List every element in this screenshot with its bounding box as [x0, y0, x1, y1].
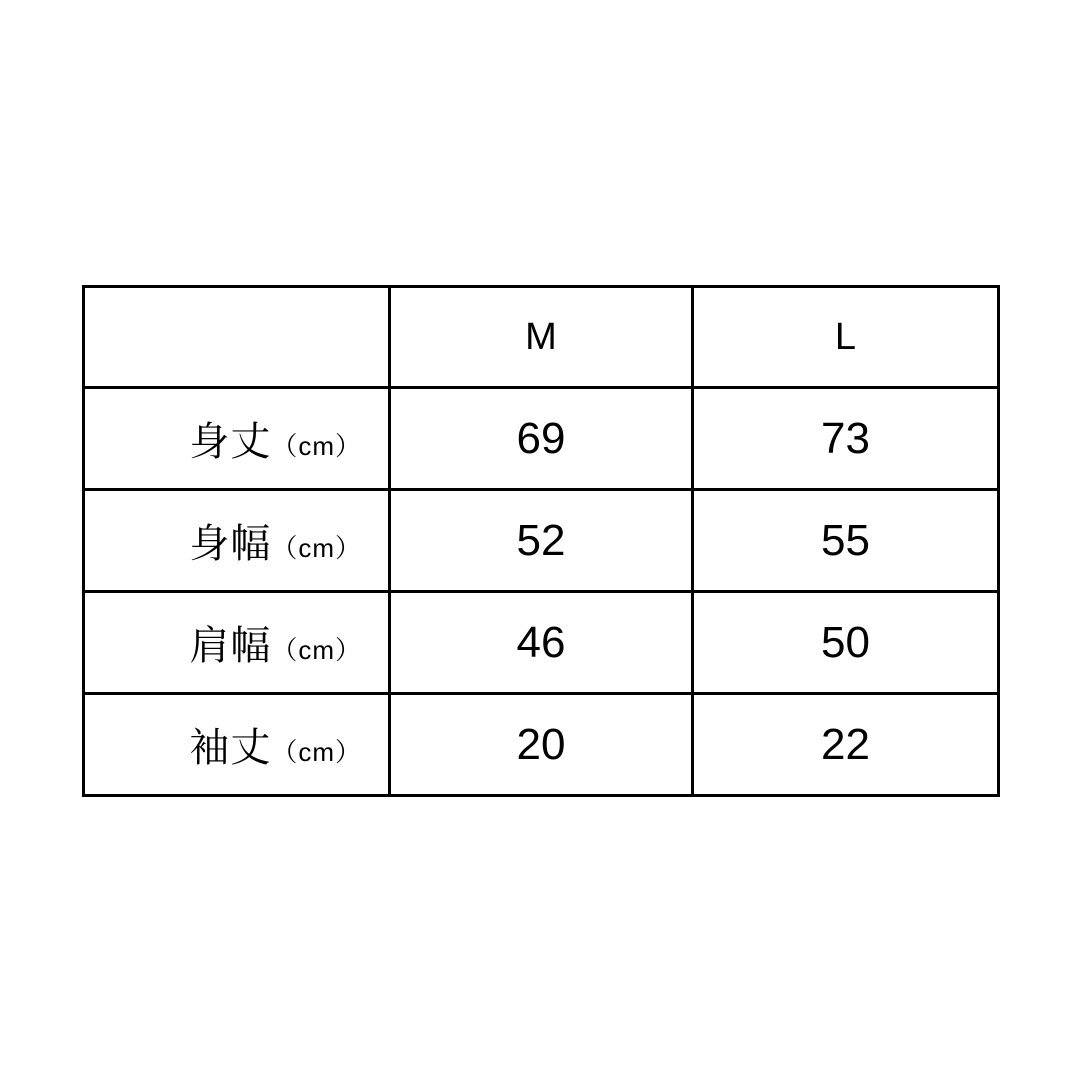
row-label-shoulder-width	[84, 592, 390, 694]
table-row-body-width	[84, 490, 999, 592]
value-body-width-m: 52	[390, 490, 693, 592]
value-body-length-m: 69	[390, 388, 693, 490]
table-row-body-length	[84, 388, 999, 490]
row-label-body-width	[84, 490, 390, 592]
header-corner-cell	[84, 287, 390, 388]
row-label-text: 袖丈	[189, 726, 272, 770]
row-label-unit: （cm）	[271, 635, 362, 665]
value-sleeve-length-l: 22	[693, 694, 999, 796]
header-size-l: L	[693, 287, 999, 388]
value-sleeve-length-m: 20	[390, 694, 693, 796]
header-size-m: M	[390, 287, 693, 388]
value-shoulder-width-l: 50	[693, 592, 999, 694]
value-shoulder-width-m: 46	[390, 592, 693, 694]
size-chart-table	[82, 285, 1000, 797]
value-body-length-l: 73	[693, 388, 999, 490]
row-label-sleeve-length	[84, 694, 390, 796]
row-label-text: 肩幅	[189, 624, 272, 668]
row-label-unit: （cm）	[271, 431, 362, 461]
row-label-text: 身幅	[189, 522, 272, 566]
table-header-row	[84, 287, 999, 388]
row-label-body-length	[84, 388, 390, 490]
table-row-sleeve-length	[84, 694, 999, 796]
row-label-unit: （cm）	[271, 533, 362, 563]
row-label-text: 身丈	[189, 420, 272, 464]
value-body-width-l: 55	[693, 490, 999, 592]
table-row-shoulder-width	[84, 592, 999, 694]
row-label-unit: （cm）	[271, 737, 362, 767]
